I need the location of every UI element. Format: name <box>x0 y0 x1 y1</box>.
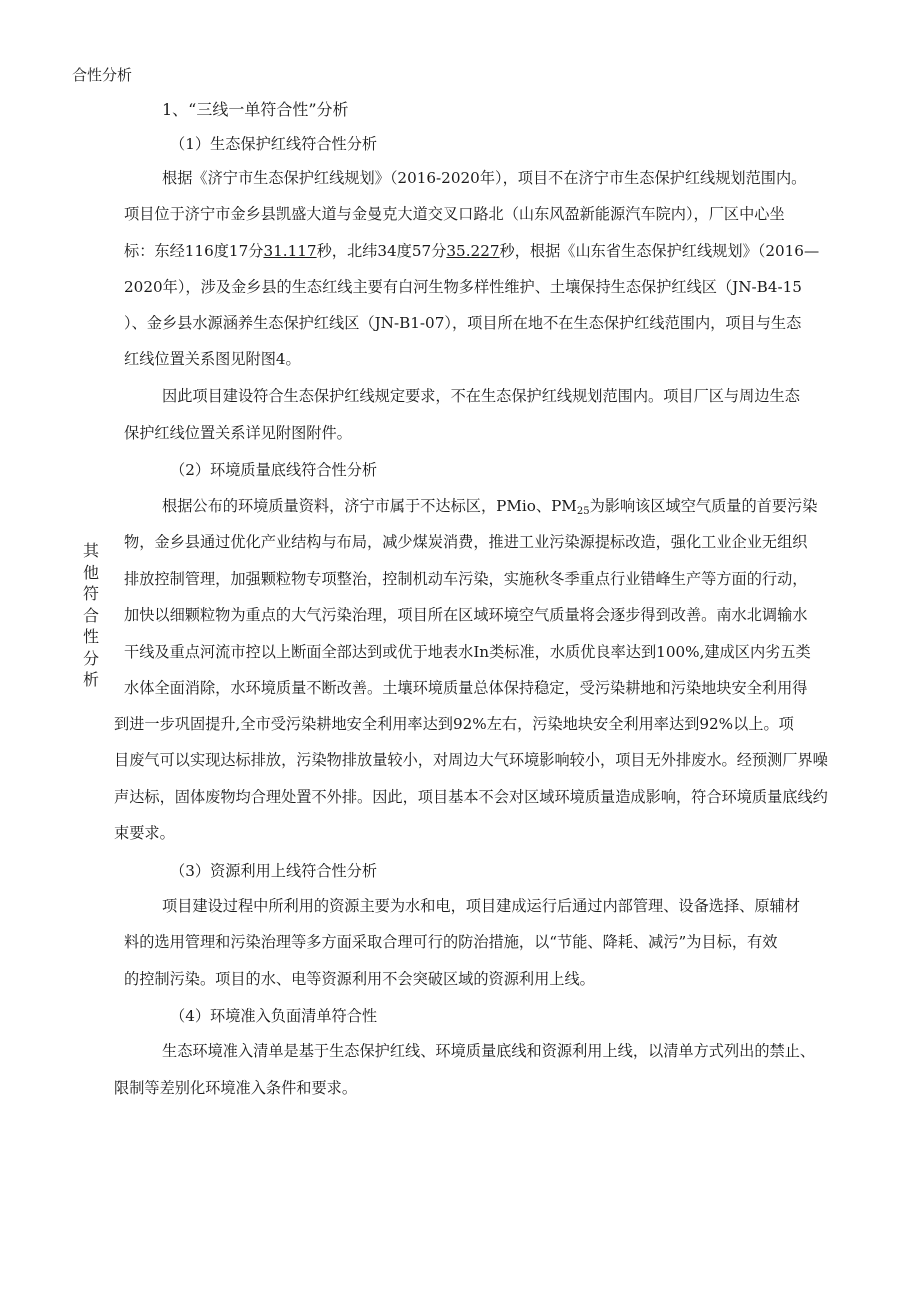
text-line: 红线位置关系图见附图4。 <box>124 350 301 368</box>
text-line: 水体全面消除，水环境质量不断改善。土壤环境质量总体保持稳定，受污染耕地和污染地块安全利用得 <box>124 679 808 697</box>
subscript: 25 <box>576 506 590 517</box>
text-run: 标：东经116度17分 <box>124 242 264 260</box>
text-line: ）、金乡县水源涵养生态保护红线区（JN-B1-07），项目所在地不在生态保护红线范围内，项目与生态 <box>124 314 802 332</box>
side-label-char: 性 <box>82 627 99 646</box>
text-line: 到进一步巩固提升,全市受污染耕地安全利用率达到92%左右，污染地块安全利用率达到92%以上。项 <box>114 715 794 733</box>
text-line: 的控制污染。项目的水、电等资源利用不会突破区域的资源利用上线。 <box>124 970 595 988</box>
text-line: 项目位于济宁市金乡县凯盛大道与金曼克大道交叉口路北（山东风盈新能源汽车院内），厂区中心坐 <box>124 205 785 223</box>
text-line: 生态环境准入清单是基于生态保护红线、环境质量底线和资源利用上线，以清单方式列出的禁止、 <box>162 1042 816 1060</box>
page-header: 合性分析 <box>72 66 133 84</box>
text-run: 秒，北纬34度57分 <box>316 242 447 260</box>
s4-heading: （4）环境准入负面清单符合性 <box>170 1007 378 1025</box>
text-line: 限制等差别化环境准入条件和要求。 <box>114 1079 357 1097</box>
side-label-char: 其 <box>82 541 99 560</box>
text-run: 根据公布的环境质量资料，济宁市属于不达标区，PMio、PM <box>162 497 577 515</box>
underlined-value: 31.117 <box>263 242 317 260</box>
text-line: 因此项目建设符合生态保护红线规定要求，不在生态保护红线规划范围内。项目厂区与周边生态 <box>162 387 800 405</box>
side-label-char: 析 <box>82 670 99 689</box>
s3-heading: （3）资源利用上线符合性分析 <box>170 862 378 880</box>
text-line: 加快以细颗粒物为重点的大气污染治理，项目所在区域环境空气质量将会逐步得到改善。南水北调输水 <box>124 606 808 624</box>
text-line: 保护红线位置关系详见附图附件。 <box>124 424 352 442</box>
s2-heading: （2）环境质量底线符合性分析 <box>170 461 378 479</box>
text-run: 为影响该区域空气质量的首要污染 <box>589 497 818 515</box>
text-line: 声达标，固体废物均合理处置不外排。因此，项目基本不会对区域环境质量造成影响，符合环境质量底线约 <box>114 788 828 806</box>
side-label-char: 符 <box>82 584 99 603</box>
underlined-value: 35.227 <box>446 242 500 260</box>
text-line: 干线及重点河流市控以上断面全部达到或优于地表水In类标准，水质优良率达到100%,建成区内劣五类 <box>124 643 811 661</box>
text-line: 束要求。 <box>114 824 175 842</box>
side-label-char: 他 <box>82 562 99 582</box>
text-line: 项目建设过程中所利用的资源主要为水和电，项目建成运行后通过内部管理、设备选择、原辅材 <box>162 897 800 915</box>
text-line: 料的选用管理和污染治理等多方面采取合理可行的防治措施，以“节能、降耗、减污”为目标，有效 <box>124 933 778 951</box>
text-line: 物，金乡县通过优化产业结构与布局，减少煤炭消费，推进工业污染源提标改造，强化工业企业无组织 <box>124 533 808 551</box>
section-title: 1、“三线一单符合性”分析 <box>162 100 349 119</box>
s1-heading: （1）生态保护红线符合性分析 <box>170 135 378 153</box>
text-line <box>162 496 817 522</box>
side-label <box>80 540 102 691</box>
text-line: 排放控制管理，加强颗粒物专项整治，控制机动车污染，实施秋冬季重点行业错峰生产等方面的行动， <box>124 570 808 588</box>
text-run: 秒，根据《山东省生态保护红线规划》（2016— <box>499 242 820 260</box>
side-label-char: 分 <box>82 648 99 668</box>
text-line <box>124 241 819 261</box>
text-line: 根据《济宁市生态保护红线规划》（2016-2020年），项目不在济宁市生态保护红线规划范围内。 <box>162 169 807 187</box>
text-line: 2020年），涉及金乡县的生态红线主要有白河生物多样性维护、土壤保持生态保护红线区（JN-B4-15 <box>124 278 802 296</box>
text-line: 目废气可以实现达标排放，污染物排放量较小，对周边大气环境影响较小，项目无外排废水。经预测厂界噪 <box>114 751 828 769</box>
side-label-char: 合 <box>82 605 99 625</box>
